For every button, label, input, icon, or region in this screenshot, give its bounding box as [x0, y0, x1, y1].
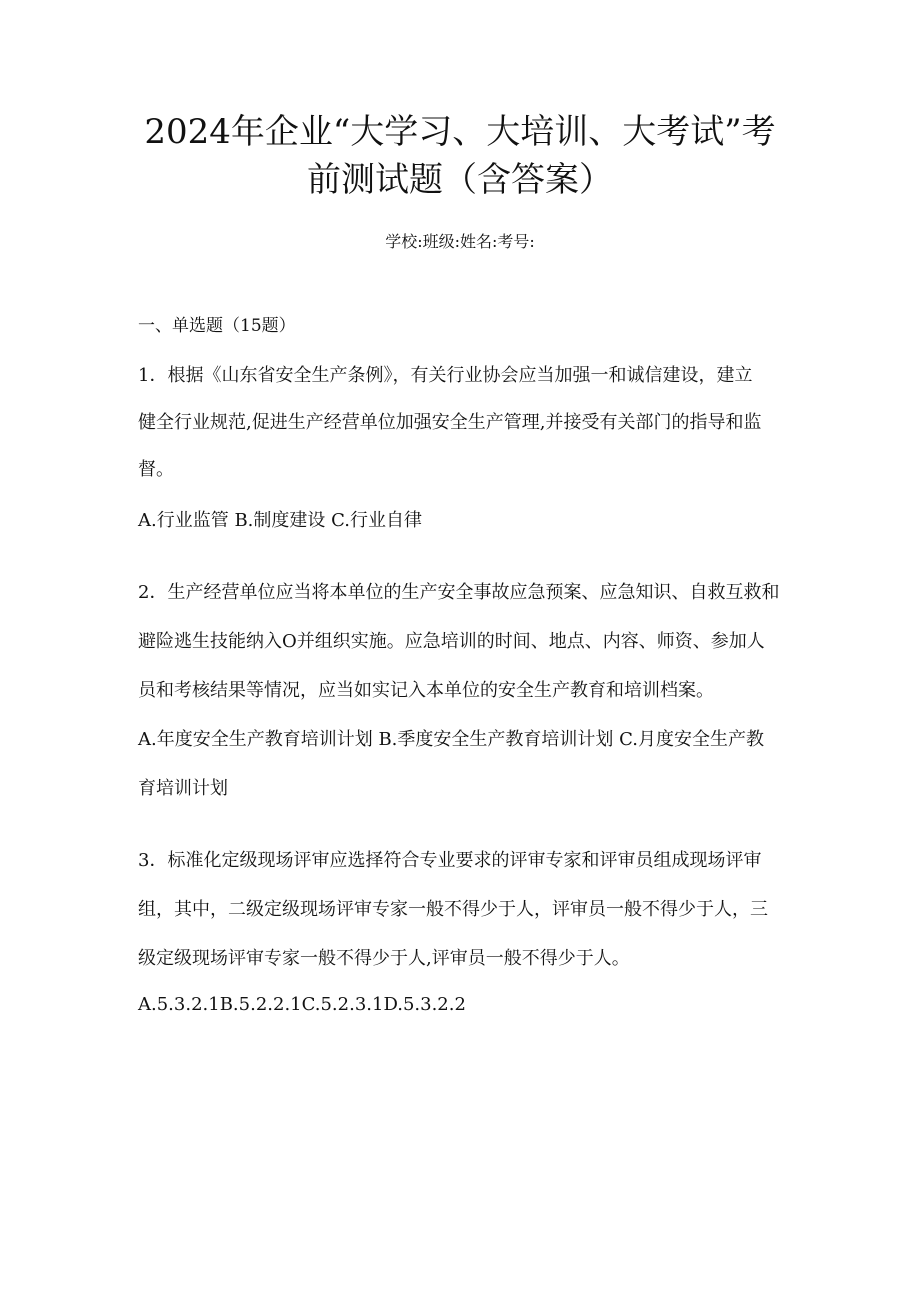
section-heading: 一、单选题（15题）	[138, 316, 296, 336]
question-1-stem-line-1: 1．根据《山东省安全生产条例》，有关行业协会应当加强一和诚信建设，建立	[138, 365, 753, 386]
question-3-stem-line-1: 3．标准化定级现场评审应选择符合专业要求的评审专家和评审员组成现场评审	[138, 850, 762, 871]
question-3-stem-line-2: 组，其中，二级定级现场评审专家一般不得少于人，评审员一般不得少于人，三	[138, 899, 768, 920]
question-1-stem-line-3: 督。	[138, 459, 174, 480]
question-3-options: A.5.3.2.1B.5.2.2.1C.5.2.3.1D.5.3.2.2	[138, 994, 466, 1015]
question-1-stem-line-2: 健全行业规范,促进生产经营单位加强安全生产管理,并接受有关部门的指导和监	[138, 412, 762, 433]
question-3-stem-line-3: 级定级现场评审专家一般不得少于人,评审员一般不得少于人。	[138, 948, 630, 969]
document-title-line-1: 2024年企业“大学习、大培训、大考试”考	[144, 112, 776, 152]
question-2-options-line-1: A.年度安全生产教育培训计划 B.季度安全生产教育培训计划 C.月度安全生产教	[138, 729, 764, 750]
question-2-stem-line-1: 2．生产经营单位应当将本单位的生产安全事故应急预案、应急知识、自救互救和	[138, 582, 780, 603]
document-title-line-2: 前测试题（含答案）	[307, 160, 613, 200]
question-2-options-line-2: 育培训计划	[138, 778, 228, 799]
student-info-line: 学校:班级:姓名:考号:	[385, 232, 535, 251]
question-2-stem-line-2: 避险逃生技能纳入O并组织实施。应急培训的时间、地点、内容、师资、参加人	[138, 631, 765, 652]
question-1-options: A.行业监管 B.制度建设 C.行业自律	[138, 510, 422, 531]
question-2-stem-line-3: 员和考核结果等情况，应当如实记入本单位的安全生产教育和培训档案。	[138, 680, 714, 701]
